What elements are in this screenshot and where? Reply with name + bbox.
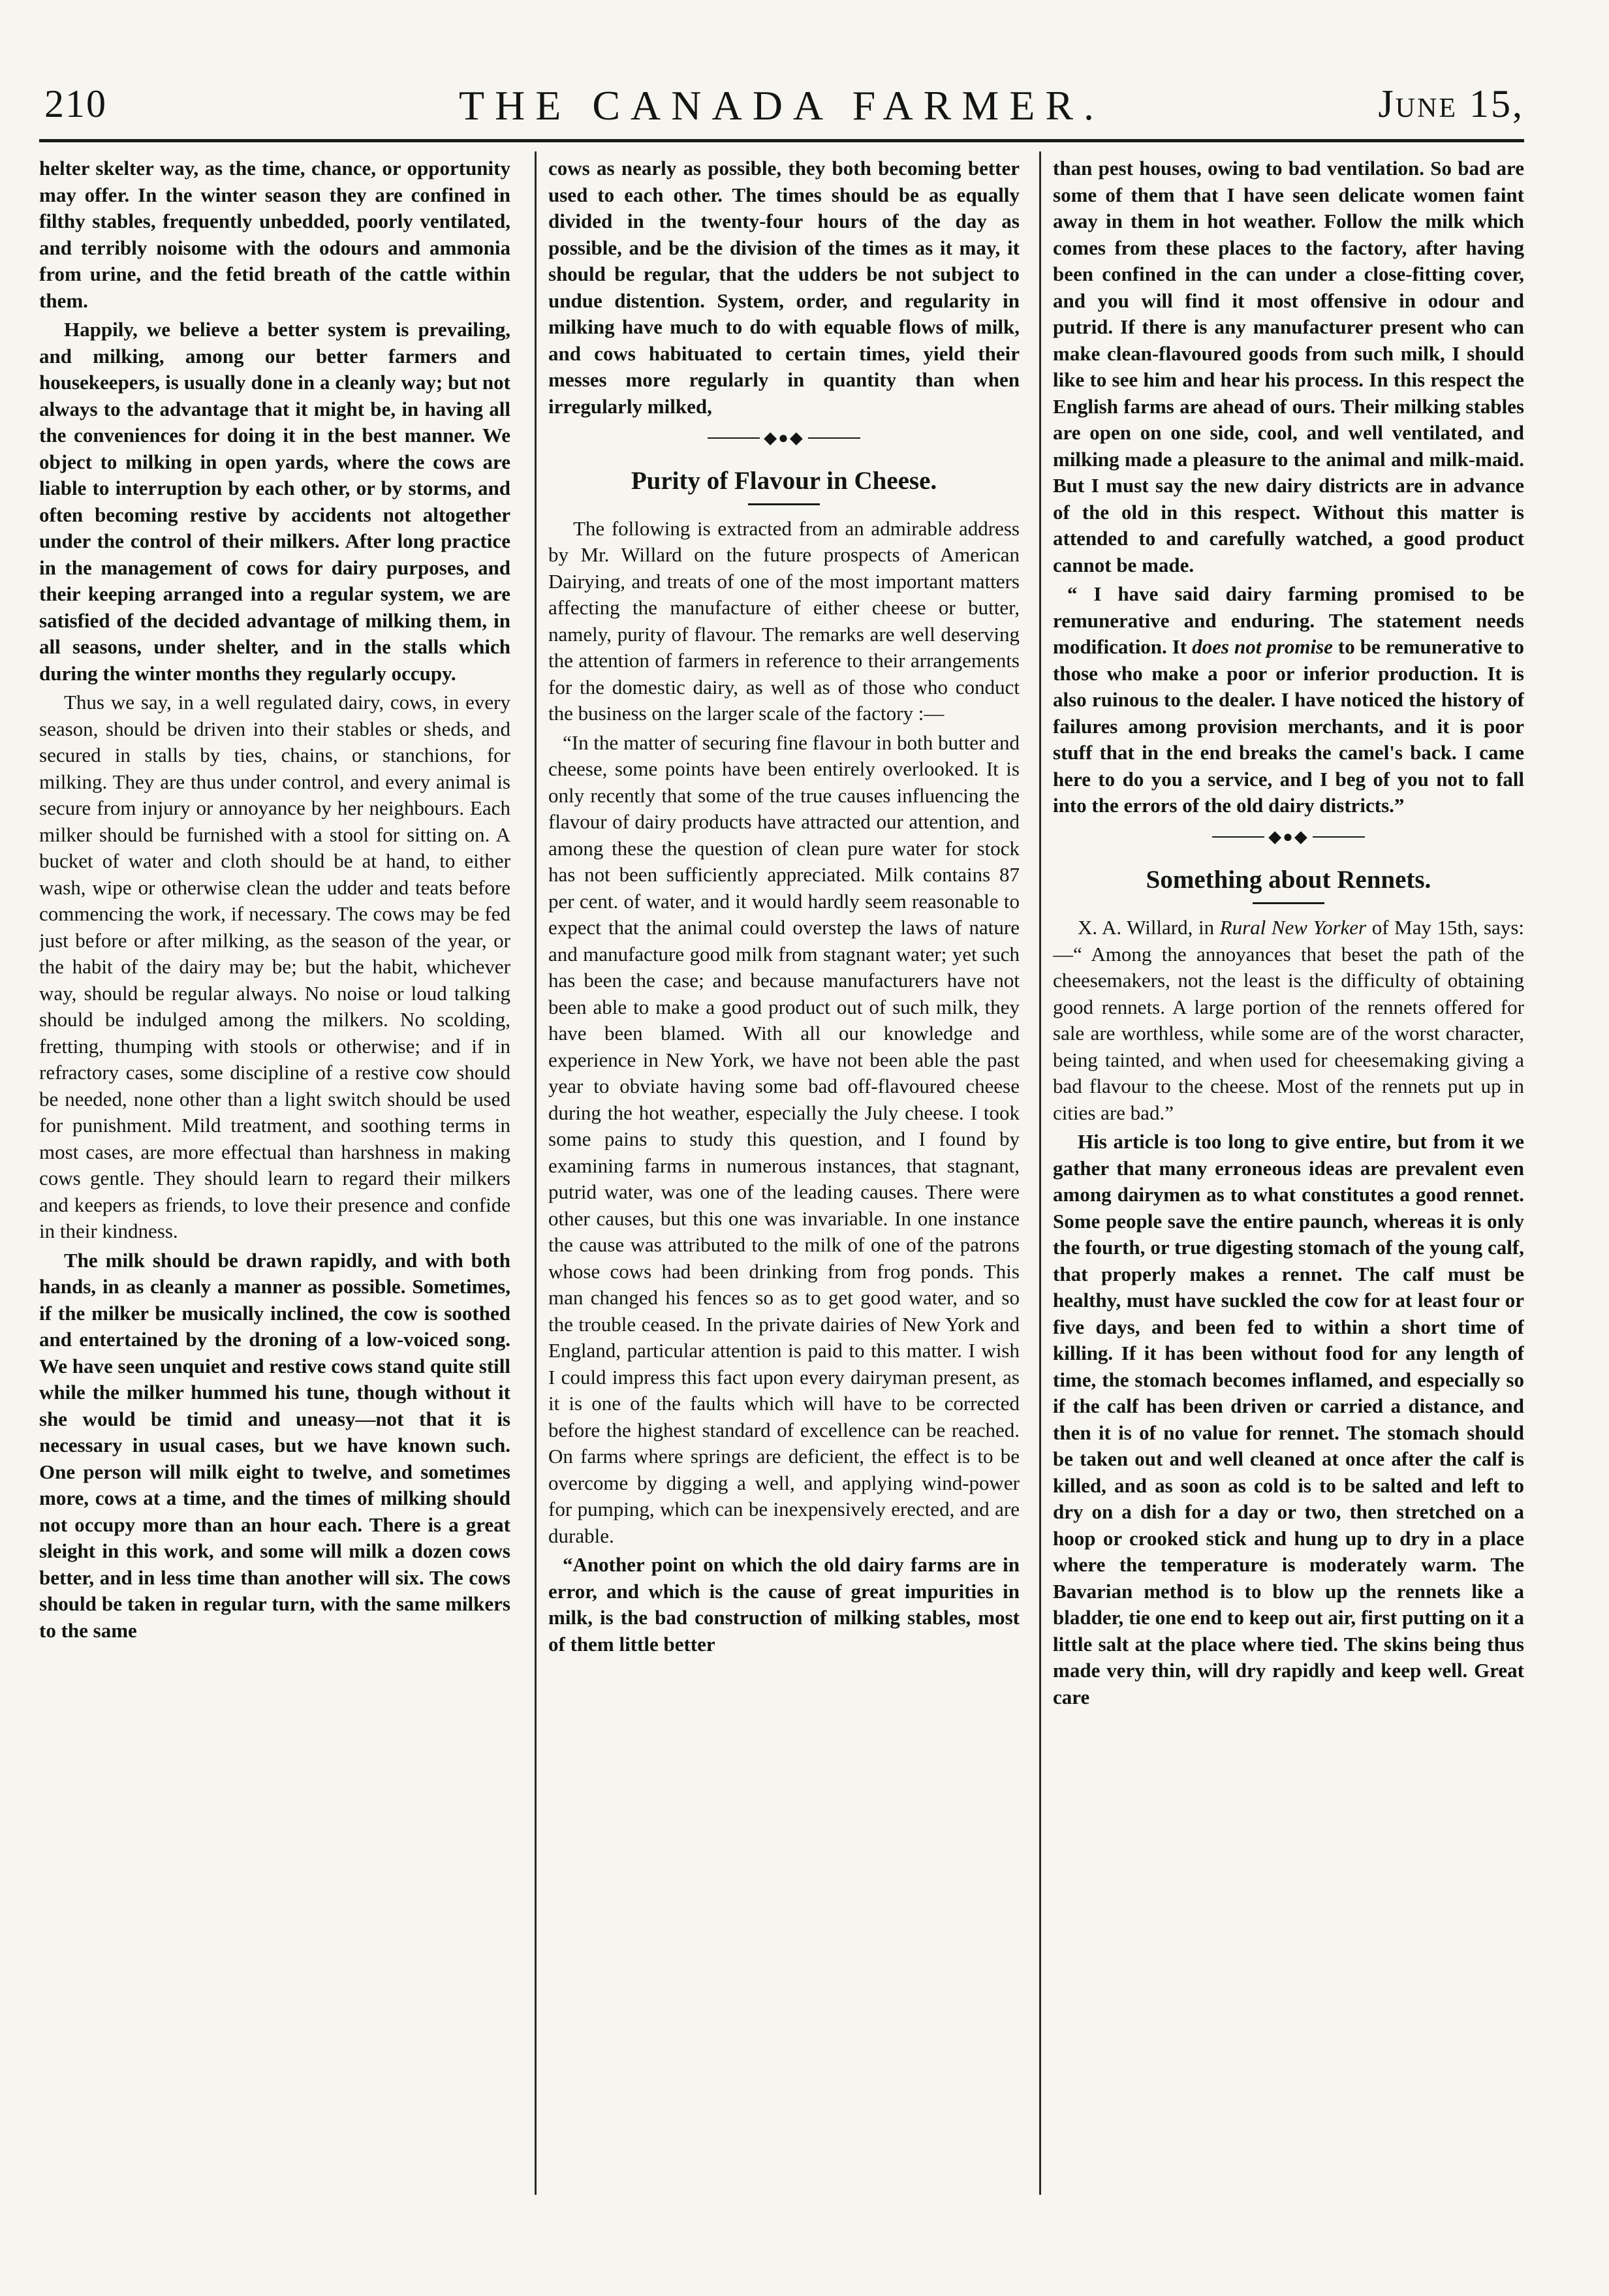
page-number: 210 <box>44 82 107 125</box>
paragraph: helter skelter way, as the time, chance, or opportunity may offer. In the winter season they are confined in filthy stables, frequently unbedded, poorly ventilated, and terribly noisome with the odours and ammonia from urine, and the fetid breath of the cattle within them. <box>39 157 510 312</box>
paragraph: His article is too long to give entire, but from it we gather that many erroneous ideas are prevalent even among dairymen as to what constitutes a good rennet. Some people save the entire paunch, whereas it is only the fourth, or true digesting stomach of the young calf, that properly makes a rennet. The calf must be healthy, must have suckled the cow for at least four or five days, and been fed to within a short time of killing. If it has been without food for any length of time, the stomach becomes inflamed, and especially so if the calf has been driven or carried a distance, and then it is of no value for rennet. The stomach should be taken out and well cleaned at once after the calf is killed, and as soon as cold is to be salted and left to dry on a dish for a day or two, then stretched on a hoop or crooked stick and hung up to dry in a place where the temperature is moderately warm. The Bavarian method is to blow up the rennets like a bladder, tie one end to keep out air, first putting on it a little salt at the place where tied. The skins being thus made very thin, will dry rapidly and keep well. Great care <box>1053 1130 1524 1708</box>
text-run: X. A. Willard, in <box>1078 916 1220 939</box>
column-2 <box>548 155 1020 2192</box>
column-divider <box>535 151 537 2195</box>
heading-rule <box>1253 902 1324 904</box>
paragraph: The milk should be drawn rapidly, and with both hands, in as cleanly a manner as possible. Sometimes, if the milker be musically inclined, the cow is soothed and entertained by the droning of a low-voiced song. We have seen unquiet and restive cows stand quite still while the milker hummed his tune, though without it she would be timid and uneasy—not that it is necessary in usual cases, but we have known such. One person will milk eight to twelve, and sometimes more, cows at a time, and the times of milking should not occupy more than an hour each. There is a great sleight in this work, and some will milk a dozen cows better, and in less time than another will six. The cows should be taken in regular turn, with the same milkers to the same <box>39 1248 510 1642</box>
section-heading-purity: Purity of Flavour in Cheese. <box>631 466 937 495</box>
column-3 <box>1053 155 1524 2192</box>
column-1 <box>39 155 510 2192</box>
text-run: to be remunerative to those who make a poor or inferior production. It is also ruinous to the dealer. I have noticed the history of failures among provision merchants, and it is poor stuff that in the end breaks the camel's back. I came here to do you a service, and I beg of you not to fall into the errors of the old dairy districts.” <box>1053 635 1524 817</box>
paragraph: The following is extracted from an admirable address by Mr. Willard on the future prospects of American Dairying, and treats of one of the most important matters affecting the manufacture of either cheese or butter, namely, purity of flavour. The remarks are well deserving the attention of farmers in reference to their arrangements for the domestic dairy, as well as of those who conduct the business on the larger scale of the factory :— <box>548 516 1020 725</box>
column-divider <box>1039 151 1041 2195</box>
section-ornament: ◆●◆ <box>548 429 1020 446</box>
page-header <box>39 82 1524 140</box>
section-heading-rennets: Something about Rennets. <box>1146 866 1431 894</box>
heading-rule <box>748 503 820 505</box>
emphasis: Rural New Yorker <box>1219 916 1367 939</box>
text-run: “ I have said dairy farming promised to be remunerative and enduring. The statement needs modification. It <box>1053 582 1524 658</box>
paragraph: “Another point on which the old dairy farms are in error, and which is the cause of great impurities in milk, is the bad construction of milking stables, most of them little better <box>548 1553 1020 1656</box>
paragraph: Thus we say, in a well regulated dairy, cows, in every season, should be driven into their stables or sheds, and secured in stalls by ties, chains, or stanchions, for milking. They are thus under control, and every animal is secure from injury or annoyance by her neighbours. Each milker should be furnished with a stool for sitting on. A bucket of water and cloth should be at hand, to either wash, wipe or otherwise clean the udder and teats before commencing the work, if necessary. The cows may be fed just before or after milking, as the season of the year, or the habit of the dairy may be; but the habit, whichever way, should be regular always. No noise or loud talking should be indulged among the milkers. No scolding, fretting, thumping with stools or otherwise; and if in refractory cases, some discipline of a restive cow should be needed, none other than a light switch should be used for punishment. Mild treatment, and soothing terms in most cases, are more effectual than harshness in making cows gentle. They should learn to regard their milkers and keepers as friends, to love their presence and confide in their kindness. <box>39 691 510 1242</box>
paragraph: “In the matter of securing fine flavour in both butter and cheese, some points have been entirely overlooked. It is only recently that some of the true causes influencing the flavour of dairy products have attracted our attention, and among these the question of clean pure water for stock has not been sufficiently appreciated. Milk contains 87 per cent. of water, and it would hardly seem reasonable to expect that the animal could overstep the laws of nature and manufacture good milk from stagnant water; yet such has been the case; and because manufacturers have not been able to make a good product out of such milk, they have been blamed. With all our knowledge and experience in New York, we have not been able the past year to obviate having some bad off-flavoured cheese during the hot weather, especially the July cheese. I took some pains to study this question, and I found by examining farms in numerous instances, that stagnant, putrid water, was one of the leading causes. There were other causes, but this one was invariable. In one instance the cause was attributed to the milk of one of the patrons whose cows had been drinking from frog ponds. This man changed his fences so as to get good water, and so the trouble ceased. In the private dairies of New York and England, particular attention is paid to this matter. I wish I could impress this fact upon every dairyman present, as it is one of the faults which will have to be corrected before the highest standard of excellence can be reached. On farms where springs are deficient, the effect is to be overcome by digging a well, and applying wind-power for pumping, which can be inexpensively erected, and are durable. <box>548 731 1020 1547</box>
issue-date: June 15, <box>1378 82 1524 125</box>
paragraph: than pest houses, owing to bad ventilation. So bad are some of them that I have seen delicate women faint away in them in hot weather. Follow the milk which comes from these places to the factory, after having been confined in the can under a close-fitting cover, and you will find it most offensive in odour and putrid. If there is any manufacturer present who can make clean-flavoured goods from such milk, I should like to see him and hear his process. In this respect the English farms are ahead of ours. Their milking stables are open on one side, cool, and well ventilated, and milking made a pleasure to the animal and milk-maid. But I must say the new dairy districts are in advance of the old in this respect. Without this matter is attended to and carefully watched, a good product cannot be made. <box>1053 157 1524 576</box>
text-run: of May 15th, says:—“ Among the annoyances that beset the path of the cheesemakers, not the least is the difficulty of obtaining good rennets. A large portion of the rennets offered for sale are worthless, while some are of the worst character, being tainted, and when used for cheesemaking giving a bad flavour to the cheese. Most of the rennets put up in cities are bad.” <box>1053 916 1524 1124</box>
paragraph <box>1053 581 1524 819</box>
masthead-title: THE CANADA FARMER. <box>458 82 1105 129</box>
paragraph: Happily, we believe a better system is prevailing, and milking, among our better farmers and housekeepers, is usually done in a cleanly way; but not always to the advantage that it might be, in having all the conveniences for doing it in the best manner. We object to milking in open yards, where the cows are liable to interruption by each other, or by storms, and often becoming restive by accidents not altogether under the control of their milkers. After long practice in the management of cows for dairy purposes, and their keeping arranged into a regular system, we are satisfied of the decided advantage of milking them, in all seasons, under shelter, and in the stalls which during the winter months they regularly occupy. <box>39 318 510 685</box>
paragraph: cows as nearly as possible, they both becoming better used to each other. The times should be as equally divided in the twenty-four hours of the day as possible, and be the division of the times as it may, it should be regular, that the udders be not subject to undue distention. System, order, and regularity in milking have much to do with equable flows of milk, and cows habituated to certain times, yield their messes more regularly in quantity than when irregularly milked, <box>548 157 1020 418</box>
emphasis: does not promise <box>1192 635 1333 658</box>
section-ornament: ◆●◆ <box>1053 828 1524 845</box>
paragraph <box>1053 915 1524 1126</box>
header-rule <box>39 139 1524 142</box>
